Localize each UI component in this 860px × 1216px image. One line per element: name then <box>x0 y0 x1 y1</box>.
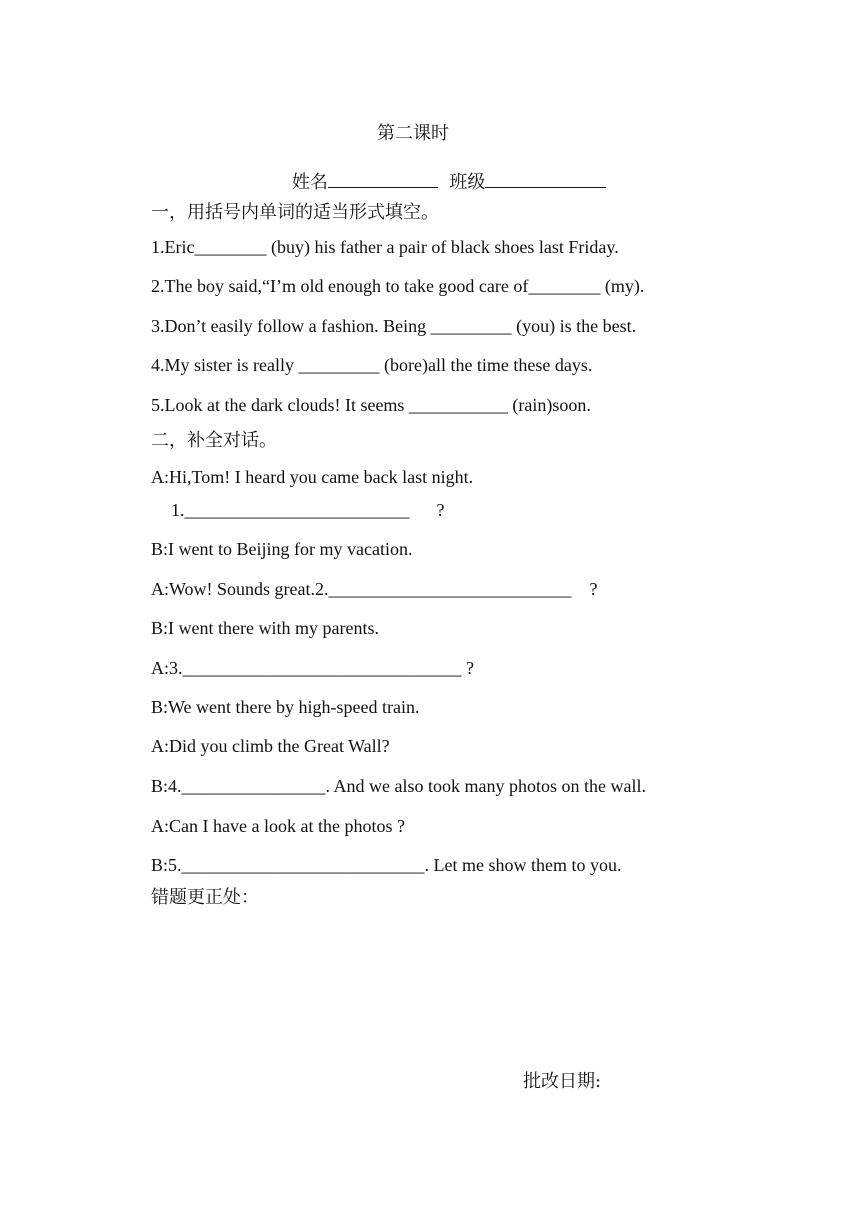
dialogue-line: 1._________________________ ? <box>171 500 445 520</box>
fill-blank-question: 4.My sister is really _________ (bore)all the time these days. <box>151 355 593 375</box>
dialogue-line: A:Can I have a look at the photos ? <box>151 816 405 836</box>
dialogue-line: A:Hi,Tom! I heard you came back last night. <box>151 467 474 487</box>
page-title: 第二课时 <box>377 123 449 144</box>
fill-blank-question: 1.Eric________ (buy) his father a pair of black shoes last Friday. <box>151 237 619 257</box>
dialogue-line: B:We went there by high-speed train. <box>151 697 420 717</box>
fill-blank-question: 3.Don’t easily follow a fashion. Being _________ (you) is the best. <box>151 316 637 336</box>
dialogue-line: A:Wow! Sounds great.2.___________________________ ? <box>151 579 598 599</box>
section2-heading: 二，补全对话。 <box>151 430 277 451</box>
class-blank[interactable] <box>485 171 606 188</box>
fill-blank-question: 5.Look at the dark clouds! It seems ___________ (rain)soon. <box>151 395 591 415</box>
correction-label: 错题更正处： <box>151 887 259 908</box>
section1-heading: 一，用括号内单词的适当形式填空。 <box>151 202 439 223</box>
dialogue-line: B:I went there with my parents. <box>151 618 379 638</box>
dialogue-line: B:I went to Beijing for my vacation. <box>151 539 413 559</box>
name-label: 姓名 <box>291 172 328 193</box>
dialogue-line: A:Did you climb the Great Wall? <box>151 736 390 756</box>
dialogue-line: B:5.___________________________. Let me show them to you. <box>151 855 622 875</box>
grading-date-label: 批改日期: <box>523 1071 602 1092</box>
name-blank[interactable] <box>328 171 438 188</box>
class-label: 班级 <box>449 172 486 193</box>
dialogue-line: A:3._______________________________ ? <box>151 658 474 678</box>
fill-blank-question: 2.The boy said,“I’m old enough to take good care of________ (my). <box>151 276 645 296</box>
dialogue-line: B:4.________________. And we also took many photos on the wall. <box>151 776 646 796</box>
